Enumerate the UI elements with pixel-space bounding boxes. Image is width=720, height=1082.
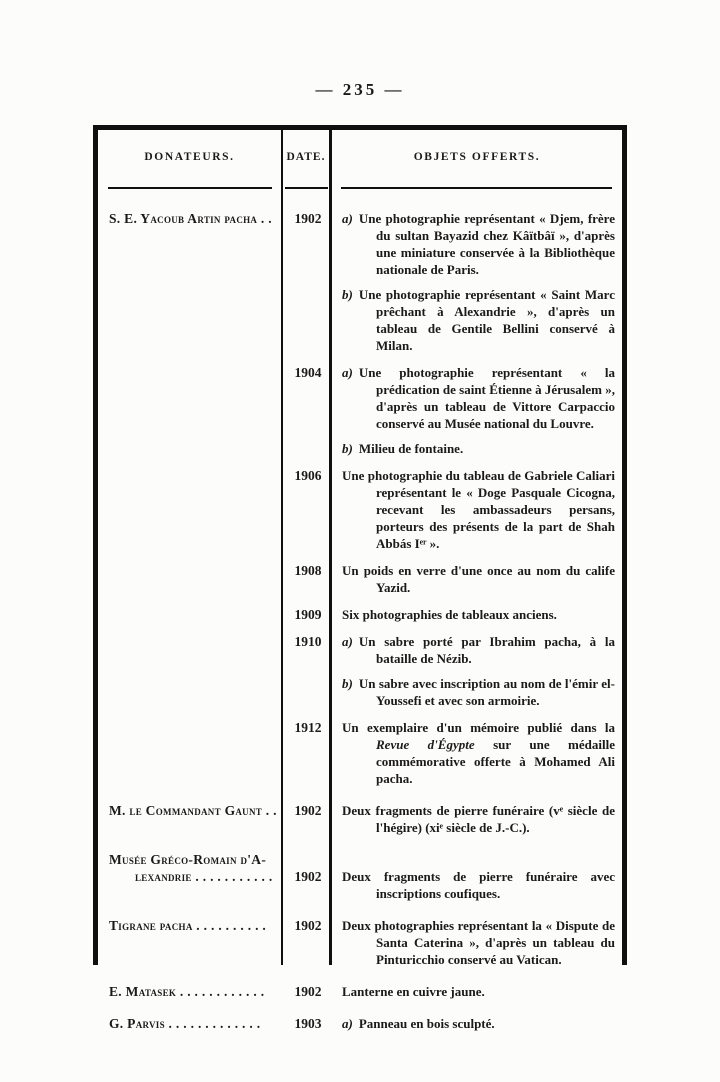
object-text: Une photographie représentant « Saint Marc prêchant à Alexandrie », d'après un tableau de Gentile Bellini conservé à Milan. (358, 287, 615, 353)
table-row (98, 802, 622, 836)
donor-name: G. Parvis . . . . . . . . . . . . . (109, 1016, 261, 1031)
donor-name: Tigrane pacha . . . . . . . . . . (109, 918, 267, 933)
donation-year: 1903 (294, 1016, 322, 1031)
item-marker: a) (342, 211, 353, 226)
donation-year: 1904 (294, 365, 322, 380)
donation-year: 1906 (294, 468, 322, 483)
object-item (342, 606, 615, 623)
donor-name (98, 851, 283, 902)
object-item (342, 364, 615, 432)
object-text: Un exemplaire d'un mémoire publié dans la (342, 720, 615, 735)
table-row (98, 983, 622, 1000)
objects-cell (333, 983, 622, 1000)
object-text: Une photographie représentant « Djem, frère du sultan Bayazid chez Kâïtbâï », d'après une miniature conservée à la Bibliothèque nationale de Paris. (358, 211, 615, 277)
header-underline-date (285, 187, 328, 189)
header-date: DATE. (286, 151, 326, 163)
object-item (342, 868, 615, 902)
table-row (98, 1015, 622, 1032)
table-row (98, 917, 622, 968)
objects-cell (333, 606, 622, 623)
object-item (342, 802, 615, 836)
donor-name: S. E. Yacoub Artin pacha . . (109, 211, 272, 226)
table-row (98, 633, 622, 709)
header-underline-objets (341, 187, 612, 189)
donations-table (93, 125, 627, 1031)
objects-cell (333, 467, 622, 552)
object-text: Deux fragments de pierre funéraire avec inscriptions coufiques. (342, 869, 615, 901)
donor-name-line1: Musée Gréco-Romain d'A- (109, 852, 267, 867)
object-item (342, 467, 615, 552)
donation-year: 1908 (294, 563, 322, 578)
object-item (342, 917, 615, 968)
donor-name-line2: lexandrie . . . . . . . . . . . (135, 869, 273, 884)
object-text: Lanterne en cuivre jaune. (342, 984, 485, 999)
objects-cell (333, 1015, 622, 1032)
table-row (98, 719, 622, 787)
header-donateurs: DONATEURS. (144, 151, 235, 163)
object-text: Deux fragments de pierre funéraire (vᵉ siècle de l'hégire) (xiᵉ siècle de J.-C.). (342, 803, 615, 835)
objects-cell (333, 210, 622, 354)
object-item (342, 440, 615, 457)
table-row (98, 562, 622, 596)
objects-cell (333, 562, 622, 596)
objects-cell (333, 851, 622, 902)
object-text: Six photographies de tableaux anciens. (342, 607, 557, 622)
objects-cell (333, 364, 622, 457)
object-item (342, 719, 615, 787)
donor-name: E. Matasek . . . . . . . . . . . . (109, 984, 265, 999)
donor-group-matasek (98, 983, 622, 1000)
object-item (342, 633, 615, 667)
donation-year: 1912 (294, 720, 322, 735)
donation-year: 1902 (294, 918, 322, 933)
table-body (98, 200, 622, 1047)
object-item (342, 562, 615, 596)
page-number: — 235 — (315, 80, 405, 99)
objects-cell (333, 719, 622, 787)
item-marker: a) (342, 1016, 353, 1031)
donor-name: M. le Commandant Gaunt . . (109, 803, 277, 818)
object-item (342, 286, 615, 354)
donor-group-tigrane-pacha (98, 917, 622, 968)
objects-cell (333, 802, 622, 836)
donor-group-musee-greco-romain (98, 851, 622, 902)
object-text: sur une médaille commémorative offerte à Mohamed Ali pacha. (376, 737, 615, 786)
donation-year: 1910 (294, 634, 322, 649)
object-item (342, 210, 615, 278)
donation-year: 1902 (294, 869, 322, 884)
table-row (98, 606, 622, 623)
item-marker: a) (342, 365, 353, 380)
donor-group-yacoub-artin (98, 210, 622, 787)
table-row (98, 851, 622, 902)
table-row (98, 364, 622, 457)
objects-cell (333, 633, 622, 709)
item-marker: a) (342, 634, 353, 649)
object-item (342, 675, 615, 709)
object-text: Une photographie représentant « la prédication de saint Étienne à Jérusalem », d'après un tableau de Vittore Carpaccio conservé au Musée national du Louvre. (358, 365, 615, 431)
object-text: Panneau en bois sculpté. (358, 1016, 495, 1031)
object-text: Une photographie du tableau de Gabriele Caliari représentant le « Doge Pasquale Cicogna, recevant les ambassadeurs persans, porteurs des présents de la part de Shah Abbás Iᵉʳ ». (342, 468, 615, 551)
object-text: Un poids en verre d'une once au nom du calife Yazid. (342, 563, 615, 595)
item-marker: b) (342, 676, 353, 691)
object-text: Milieu de fontaine. (358, 441, 464, 456)
object-text: Un sabre avec inscription au nom de l'émir el-Youssefi et avec son armoirie. (358, 676, 615, 708)
donation-year: 1909 (294, 607, 322, 622)
table-row (98, 467, 622, 552)
object-text: Un sabre porté par Ibrahim pacha, à la bataille de Nézib. (358, 634, 615, 666)
donor-group-gaunt (98, 802, 622, 836)
item-marker: b) (342, 441, 353, 456)
donation-year: 1902 (294, 984, 322, 999)
header-objets-offerts: OBJETS OFFERTS. (413, 151, 541, 163)
item-marker: b) (342, 287, 353, 302)
object-item (342, 983, 615, 1000)
italic-title: Revue d'Égypte (376, 737, 475, 752)
object-item (342, 1015, 615, 1032)
header-underline-donateurs (108, 187, 272, 189)
donor-group-parvis (98, 1015, 622, 1032)
object-text: Deux photographies représentant la « Dispute de Santa Caterina », d'après un tableau du Pinturicchio conservé au Vatican. (342, 918, 615, 967)
table-row (98, 210, 622, 354)
donation-year: 1902 (294, 211, 322, 226)
donation-year: 1902 (294, 803, 322, 818)
objects-cell (333, 917, 622, 968)
